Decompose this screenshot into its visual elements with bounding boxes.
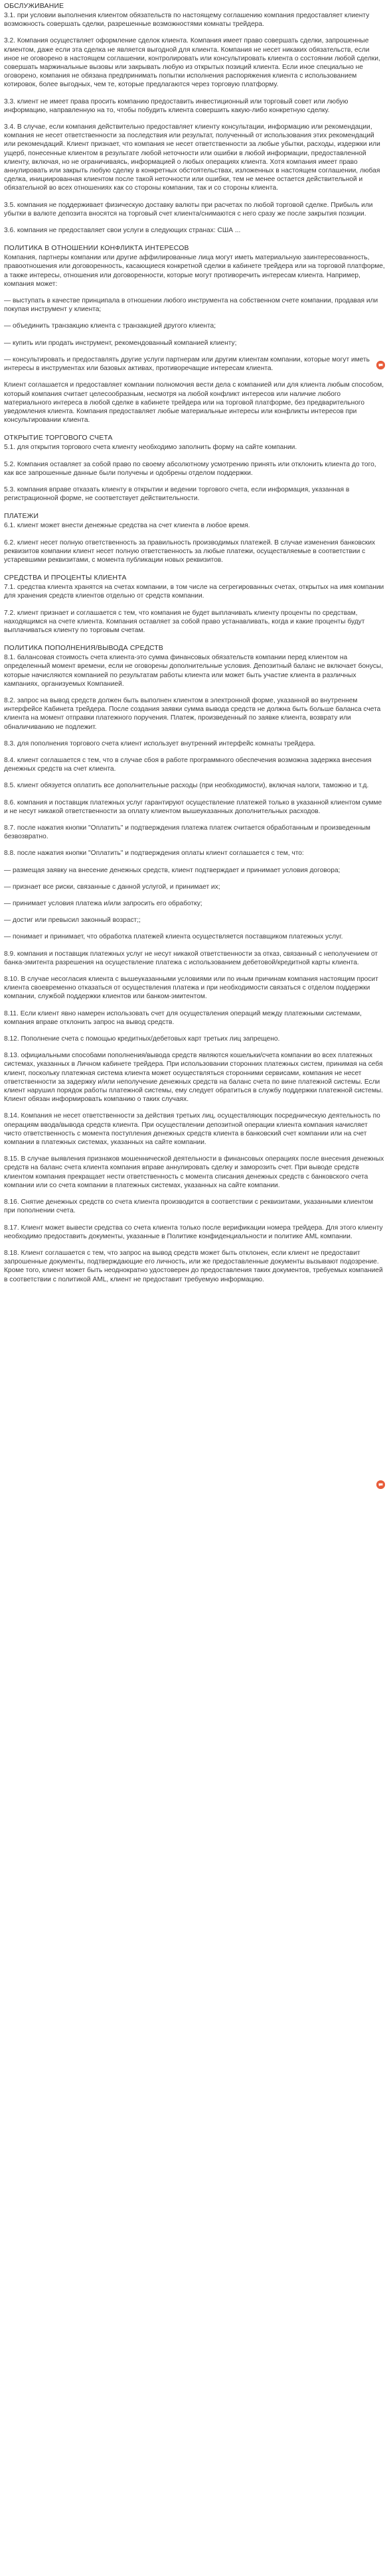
clause-8-8-list (4, 866, 385, 942)
clause-8-6: 8.6. компания и поставщик платежных услуг гарантируют осуществление платежей только в указанной клиентом сумме и не несут никакой ответственности за оплату клиентом вышеуказанных дополнительных расходов. (4, 799, 382, 815)
clause-6-1: 6.1. клиент может внести денежные средства на счет клиента в любое время. (4, 522, 250, 530)
deposit-heading: ПОЛИТИКА ПОПОЛНЕНИЯ/ВЫВОДА СРЕДСТВ (4, 645, 164, 653)
list-item: — объединить транзакцию клиента с транзакцией другого клиента; (4, 322, 216, 330)
clause-6-2: 6.2. клиент несет полную ответственность за правильность производимых платежей. В случае изменения банковских реквизитов компании клиент несет полную ответственность за любые платежи, осуществляемые в соответствии с устаревшими реквизитами, с момента публикации новых реквизитов. (4, 539, 376, 564)
list-item: — принимает условия платежа и/или запросить его обработку; (4, 900, 202, 908)
conflict-section (4, 244, 385, 424)
clause-7-2: 7.2. клиент признает и соглашается с тем, что компания не будет выплачивать клиенту проценты по средствам, находящимся на счете клиента. Компания оставляет за собой право устанавливать, когда и какие проценты будут выплачиваться клиенту по торговым счетам. (4, 609, 365, 634)
clause-8-16: 8.16. Снятие денежных средств со счета клиента производится в соответствии с реквизитами, указанными клиентом при пополнении счета. (4, 1198, 373, 1215)
clause-5-3: 5.3. компания вправе отказать клиенту в открытии и ведении торгового счета, если информация, указанная в регистрационной форме, не соответствует действительности. (4, 485, 350, 503)
chat-bubble-icon[interactable] (376, 361, 385, 369)
terms-page (0, 0, 389, 1284)
clause-8-7: 8.7. после нажатия кнопки "Оплатить" и подтверждения платежа платеж считается обработанным и произведенным безвозвратно. (4, 824, 370, 841)
chat-bubble-glyph (376, 361, 385, 369)
clause-3-6: 3.6. компания не предоставляет свои услуги в следующих странах: США ... (4, 227, 241, 235)
clause-3-4: 3.4. В случае, если компания действительно предоставляет клиенту консультации, информацию или рекомендации, компания не несет ответственности за последствия или результат, полученный от использования этих рекомендаций или рекомендаций. Клиент признает, что компания не несет ответственности за любые убытки, расходы, издержки или ущерб, понесенные клиентом в результате любой неточности или ошибки в любой информации, предоставленной клиенту, включая, но не ограничиваясь, информацией о любых операциях клиента. Хотя компания имеет право аннулировать или закрыть любую сделку в конкретных обстоятельствах, изложенных в настоящем соглашении, любая сделка, инициированная клиентом после такой неточности или ошибки, тем не менее остается действительной и обязательной во всех отношениях как со стороны компании, так и со стороны клиента. (4, 123, 380, 192)
clause-8-17: 8.17. Клиент может вывести средства со счета клиента только после верификации номера трейдера. Для этого клиенту необходимо предоставить документы, указанные в Политике конфиденциальности и политике AML компании. (4, 1224, 383, 1240)
payments-section (4, 512, 385, 564)
list-item: — признает все риски, связанные с данной услугой, и принимает их; (4, 883, 220, 891)
list-item: — купить или продать инструмент, рекомендованный компанией клиенту; (4, 339, 237, 347)
clause-8-2: 8.2. запрос на вывод средств должен быть выполнен клиентом в электронной форме, указанной во внутреннем интерфейсе Кабинета трейдера. После создания заявки сумма вывода средств не должна быть больше баланса счета клиента на момент отправки платежного поручения. Платеж, произведенный по заявке клиента, возврату или обналичиванию не подлежит. (4, 696, 381, 731)
conflict-heading: ПОЛИТИКА В ОТНОШЕНИИ КОНФЛИКТА ИНТЕРЕСОВ (4, 245, 189, 253)
payments-heading: ПЛАТЕЖИ (4, 513, 39, 521)
clause-8-1: 8.1. балансовая стоимость счета клиента-это сумма финансовых обязательств компании перед клиентом на определенный момент времени, если не оговорены дополнительные условия. Депозитный баланс не включает бонусы, которые начисляются компанией по результатам работы клиента или может быть участие клиента в различных кампаниях, организуемых Компанией. (4, 654, 384, 688)
clause-8-18: 8.18. Клиент соглашается с тем, что запрос на вывод средств может быть отклонен, если клиент не предоставит запрошенные документы, подтверждающие его личность, или же предоставленные документы вызывают подозрение. Кроме того, клиент может быть неоднократно удостоверен до предоставления таких документов, требуемых компанией в соответствии с политикой AML, клиент не предоставит требуемую информацию. (4, 1249, 383, 1283)
chat-bubble-icon[interactable] (376, 1480, 385, 1489)
clause-5-2: 5.2. Компания оставляет за собой право по своему абсолютному усмотрению принять или отклонить клиента до того, как все запрошенные данные были получены и одобрены отделом поддержки. (4, 460, 376, 477)
clause-3-2: 3.2. Компания осуществляет оформление сделок клиента. Компания имеет право совершать сделки, запрошенные клиентом, даже если эта сделка не является выгодной для клиента. Компания не несет никаких обязательств, если иное не оговорено в настоящем соглашении, контролировать или консультировать клиента о состоянии любой сделки, совершать маржинальные вызовы или закрывать любую из открытых позиций клиента. Если иное специально не оговорено, компания не обязана предпринимать попытки исполнения распоряжения клиента с использованием котировок, более выгодных, чем те, которые предлагаются через торговую платформу. (4, 37, 380, 89)
clause-8-12: 8.12. Пополнение счета с помощью кредитных/дебетовых карт третьих лиц запрещено. (4, 1035, 280, 1043)
chat-bubble-glyph (376, 1480, 385, 1489)
clause-3-1: 3.1. при условии выполнения клиентом обязательств по настоящему соглашению компания предоставляет клиенту возможность совершать сделки, разрешенные возможностями комнаты трейдера. (4, 12, 370, 29)
clause-8-15: 8.15. В случае выявления признаков мошеннической деятельности в финансовых операциях после внесения денежных средств на баланс счета клиента компания вправе аннулировать сделку и заморозить счет. При выводе средств клиентом компания прекращает нести ответственность с момента списания денежных средств с банковского счета компании или со счета компании в платежных системах, указанных на сайте компании. (4, 1155, 384, 1189)
funds-section (4, 574, 385, 635)
conflict-intro: Компания, партнеры компании или другие аффилированные лица могут иметь материальную заинтересованность, правоотношения или договоренность, касающиеся конкретной сделки в кабинете трейдера или на торговой платформе, а также интересы, отношения или договоренности, которые могут противоречить интересам клиента. Например, компания может: (4, 254, 385, 288)
service-heading: ОБСЛУЖИВАНИЕ (4, 3, 64, 10)
clause-8-5: 8.5. клиент обязуется оплатить все дополнительные расходы (при необходимости), включая налоги, таможню и т.д. (4, 782, 369, 790)
deposit-section (4, 644, 385, 1284)
clause-3-5: 3.5. компания не поддерживает физическую доставку валюты при расчетах по любой торговой сделке. Прибыль или убытки в валюте депозита вносятся на торговый счет клиента/снимаются с него сразу же после закрытия позиции. (4, 201, 373, 218)
clause-8-8-intro: 8.8. после нажатия кнопки "Оплатить" и подтверждения оплаты клиент соглашается с тем, что: (4, 850, 304, 858)
clause-8-10: 8.10. В случае несогласия клиента с вышеуказанными условиями или по иным причинам компания настоящим просит клиента своевременно отказаться от осуществления платежа и при необходимости связаться с отделом поддержки компании, службой поддержки клиентов или банком-эмитентом. (4, 976, 378, 1001)
clause-8-4: 8.4. клиент соглашается с тем, что в случае сбоя в работе программного обеспечения возможна задержка внесения денежных средств на счет клиента. (4, 756, 372, 773)
clause-5-1: 5.1. для открытия торгового счета клиенту необходимо заполнить форму на сайте компании. (4, 444, 297, 452)
account-heading: ОТКРЫТИЕ ТОРГОВОГО СЧЕТА (4, 434, 113, 442)
list-item: — консультировать и предоставлять другие услуги партнерам или другим клиентам компании, которые могут иметь интересы в инструментах или базовых активах, противоречащие интересам клиента. (4, 355, 370, 373)
list-item: — размещая заявку на внесение денежных средств, клиент подтверждает и принимает условия договора; (4, 866, 341, 874)
list-item: — понимает и принимает, что обработка платежей клиента осуществляется поставщиком платежных услуг. (4, 933, 343, 941)
clause-7-1: 7.1. средства клиента хранятся на счетах компании, в том числе на сегрегированных счетах, открытых на имя компании для хранения средств клиентов отдельно от средств компании. (4, 584, 384, 600)
clause-8-14: 8.14. Компания не несет ответственности за действия третьих лиц, осуществляющих посредническую деятельность по операциям ввода/вывода средств клиента. При осуществлении депозитной операции клиента компания начисляет чисто ответственность с момента поступления денежных средств клиента в банковский счет компании или на счет компании в платежных системах, указанных на сайте компании. (4, 1112, 380, 1147)
account-section (4, 434, 385, 503)
clause-3-3: 3.3. клиент не имеет права просить компанию предоставить инвестиционный или торговый совет или любую информацию, направленную на то, чтобы побудить клиента совершить какую-либо конкретную сделку. (4, 97, 349, 114)
list-item: — достиг или превысил законный возраст;; (4, 917, 141, 925)
funds-heading: СРЕДСТВА И ПРОЦЕНТЫ КЛИЕНТА (4, 574, 127, 582)
service-section (4, 2, 385, 235)
clause-8-11: 8.11. Если клиент явно намерен использовать счет для осуществления операций между платежными системами, компания вправе отклонить запрос на вывод средств. (4, 1009, 362, 1026)
clause-8-3: 8.3. для пополнения торгового счета клиент использует внутренний интерфейс комнаты трейдера. (4, 740, 316, 747)
conflict-list (4, 296, 385, 373)
conflict-outro: Клиент соглашается и предоставляет компании полномочия вести дела с компанией или для клиента любым способом, который компания считает целесообразным, несмотря на любой конфликт интересов или наличие любого материального интереса в любой сделке в кабинете трейдера или на торговой платформе, без предварительного уведомления клиента. Компания предоставляет любые материальные интересы или конфликты интересов при консультировании клиента. (4, 381, 384, 424)
clause-8-13: 8.13. официальными способами пополнения/вывода средств являются кошельки/счета компании во всех платежных системах, указанных в Личном кабинете трейдера. При использовании сторонних платежных систем, принимая на себя клиент, поскольку платежная система клиента может осуществляться сторонними сервисами, компания не несет ответственности за задержку и/или неполучение денежных средств на баланс счета по вине платежной системы. Если клиент нарушил порядок работы платежной системы, ему следует обратиться в службу поддержки платежной системы. Клиент обязан информировать компанию о таких случаях. (4, 1052, 383, 1104)
clause-8-9: 8.9. компания и поставщик платежных услуг не несут никакой ответственности за отказ, связанный с неполучением от банка-эмитента разрешения на осуществление платежа с использованием дебетовой/кредитной карты клиента. (4, 950, 378, 966)
list-item: — выступать в качестве принципала в отношении любого инструмента на собственном счете компании, продавая или покупая инструмент у клиента; (4, 297, 378, 314)
